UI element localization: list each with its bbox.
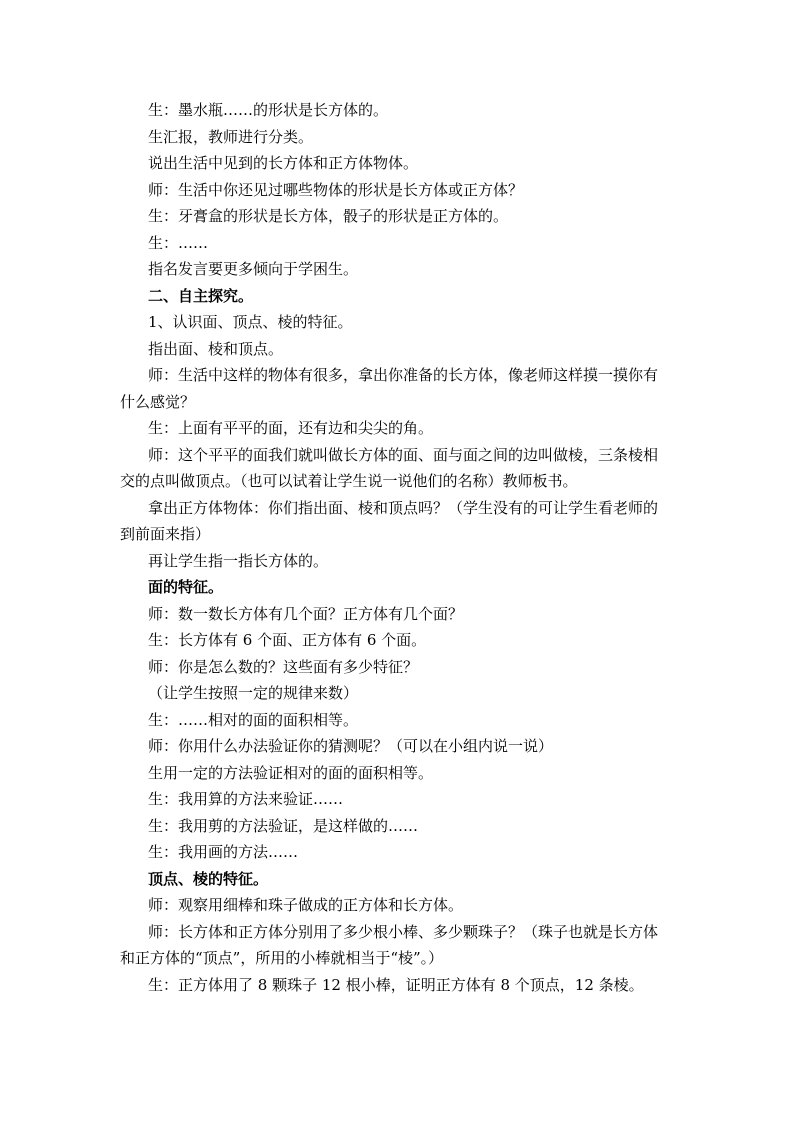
paragraph: 指出面、棱和顶点。 xyxy=(148,339,284,358)
document-body xyxy=(120,97,668,998)
paragraph: 生：上面有平平的面，还有边和尖尖的角。 xyxy=(148,419,434,437)
paragraph: 生：墨水瓶……的形状是长方体的。 xyxy=(148,101,389,119)
paragraph: 生：长方体有 6 个面、正方体有 6 个面。 xyxy=(148,631,427,649)
paragraph: 师：生活中你还见过哪些物体的形状是长方体或正方体？ xyxy=(148,180,524,199)
paragraph: 师：你是怎么数的？这些面有多少特征？ xyxy=(148,657,419,676)
paragraph: 师：这个平平的面我们就叫做长方体的面、面与面之间的边叫做棱，三条棱相交的点叫做顶点。（也可以试着让学生说一说他们的名称）教师板书。 xyxy=(120,445,659,490)
paragraph: 生：牙膏盒的形状是长方体，骰子的形状是正方体的。 xyxy=(148,207,509,225)
paragraph: 生用一定的方法验证相对的面的面积相等。 xyxy=(148,763,434,782)
paragraph: 生：我用剪的方法验证，是这样做的…… xyxy=(148,816,419,835)
paragraph: 师：你用什么办法验证你的猜测呢？（可以在小组内说一说） xyxy=(148,737,554,755)
paragraph: 师：数一数长方体有几个面？正方体有几个面？ xyxy=(148,604,464,623)
section-heading: 二、自主探究。 xyxy=(148,286,254,305)
paragraph: 师：长方体和正方体分别用了多少根小棒、多少颗珠子？（珠子也就是长方体和正方体的“顶点”，所用的小棒就相当于“棱”。） xyxy=(120,922,659,967)
paragraph: （让学生按照一定的规律来数） xyxy=(148,684,359,702)
paragraph: 拿出正方体物体：你们指出面、棱和顶点吗？（学生没有的可让学生看老师的到前面来指） xyxy=(120,498,659,543)
paragraph: 生：我用画的方法…… xyxy=(148,843,299,861)
paragraph: 师：生活中这样的物体有很多，拿出你准备的长方体，像老师这样摸一摸你有什么感觉？ xyxy=(120,366,659,411)
paragraph: 生：我用算的方法来验证…… xyxy=(148,790,344,808)
paragraph: 生汇报，教师进行分类。 xyxy=(148,127,314,146)
subsection-heading: 顶点、棱的特征。 xyxy=(148,869,269,888)
paragraph: 生：正方体用了 8 颗珠子 12 根小棒，证明正方体有 8 个顶点，12 条棱。 xyxy=(148,975,644,994)
paragraph: 指名发言要更多倾向于学困生。 xyxy=(148,260,359,278)
paragraph: 师：观察用细棒和珠子做成的正方体和长方体。 xyxy=(148,896,464,914)
paragraph: 1、认识面、顶点、棱的特征。 xyxy=(148,313,353,331)
paragraph: 再让学生指一指长方体的。 xyxy=(148,551,329,570)
paragraph: 说出生活中见到的长方体和正方体物体。 xyxy=(148,154,419,172)
paragraph: 生：……相对的面的面积相等。 xyxy=(148,710,359,729)
paragraph: 生：…… xyxy=(148,233,209,252)
subsection-heading: 面的特征。 xyxy=(148,578,224,596)
